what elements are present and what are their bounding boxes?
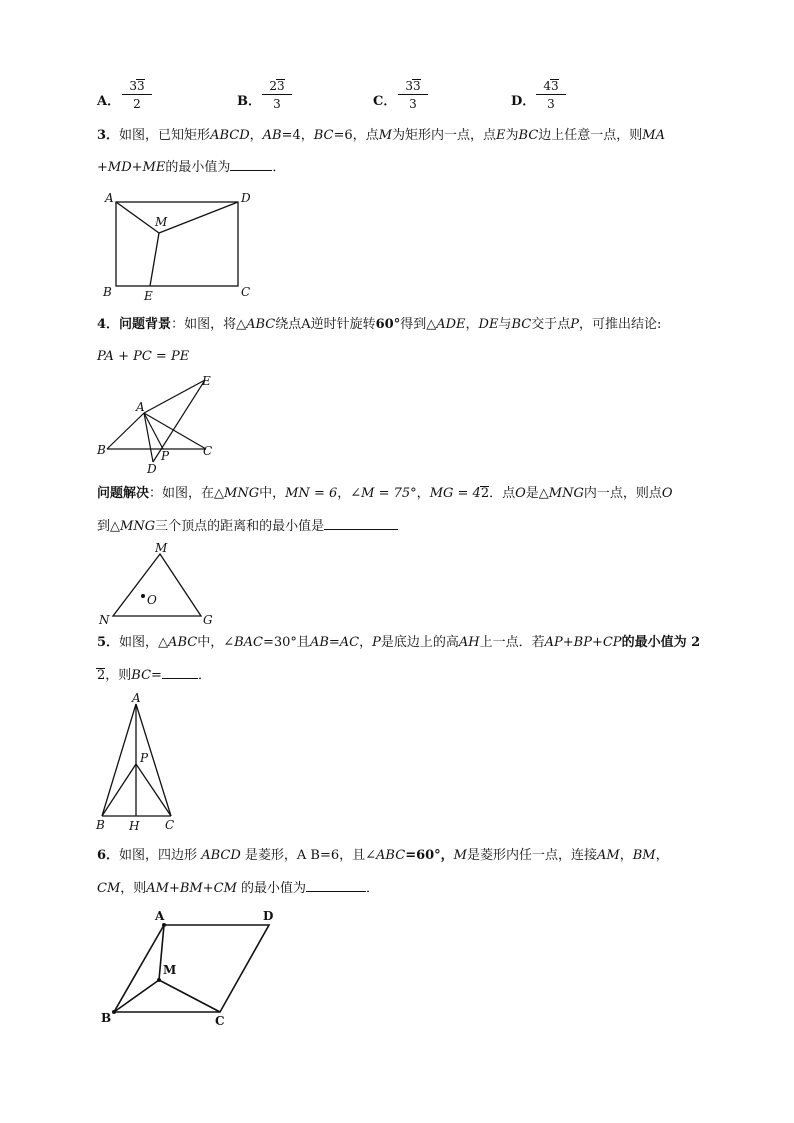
choice-label: B．	[237, 94, 261, 109]
choice-fraction: $\frac{43}{3}$	[536, 78, 566, 111]
q4-answer-blank[interactable]	[324, 517, 398, 530]
q4-solve-line1: 问题解决：如图，在△MNG中，MN = 6，∠M = 75°，MG = 42．点O是△MNG内一点，则点O	[97, 486, 673, 501]
q4-text-line1: 4．问题背景：如图，将△ABC绕点A逆时针旋转60°得到△ADE，DE与BC交于点P，可推出结论:	[97, 317, 662, 332]
label-a: A	[136, 400, 145, 414]
label-p: P	[161, 449, 170, 463]
answer-choices	[97, 78, 697, 118]
q3-text-line1: 3．如图，已知矩形ABCD，AB=4，BC=6，点M为矩形内一点，点E为BC边上任意一点，则MA	[97, 128, 665, 143]
choice-label: A．	[97, 94, 121, 109]
q6-answer-blank[interactable]	[306, 879, 366, 892]
choice-fraction: $\frac{33}{3}$	[398, 78, 428, 111]
label-a: A	[155, 909, 165, 923]
label-o: O	[147, 593, 157, 607]
q6-rhombus-figure	[95, 905, 285, 1030]
q3-answer-blank[interactable]	[230, 158, 272, 171]
q5-text-line1: 5．如图，△ABC中，∠BAC=30°且AB=AC，P是底边上的高AH上一点．若AP+BP+CP的最小值为 2	[97, 635, 701, 650]
q3-text-line2: +MD+ME的最小值为 ．	[97, 160, 286, 175]
label-m: M	[155, 215, 168, 229]
label-m: M	[155, 541, 168, 555]
label-e: E	[144, 289, 153, 303]
label-b: B	[101, 1011, 112, 1025]
q4-solve-line2: 到△MNG三个顶点的距离和的最小值是	[97, 517, 697, 536]
label-a: A	[105, 191, 114, 205]
label-b: B	[103, 285, 112, 299]
label-c: C	[241, 285, 251, 299]
q5-answer-blank[interactable]	[162, 666, 198, 679]
q3-rectangle-figure	[100, 190, 260, 302]
q6-text-line2: CM，则AM+BM+CM 的最小值为 ．	[97, 881, 380, 896]
choice-fraction: $\frac{33}{2}$	[122, 78, 152, 111]
q6-text-line1: 6．如图，四边形 ABCD 是菱形，A B=6，且∠ABC=60°，M是菱形内任一点，连接AM，BM，	[97, 848, 669, 863]
label-e: E	[202, 374, 211, 388]
label-p: P	[140, 751, 149, 765]
label-a: A	[132, 691, 141, 705]
label-n: N	[99, 613, 110, 627]
choice-label: D．	[511, 94, 536, 109]
q5-isosceles-figure	[93, 690, 183, 835]
q4-conclusion: PA + PC = PE	[97, 349, 190, 364]
choice-fraction: $\frac{23}{3}$	[262, 78, 292, 111]
label-m: M	[163, 963, 177, 977]
label-c: C	[203, 444, 213, 458]
label-b: B	[97, 443, 106, 457]
label-b: B	[96, 818, 105, 832]
q4-triangle-mng-figure	[95, 540, 220, 628]
label-g: G	[203, 613, 213, 627]
label-d: D	[241, 191, 251, 205]
label-c: C	[165, 818, 175, 832]
label-d: D	[147, 462, 157, 476]
choice-label: C．	[373, 94, 397, 109]
label-h: H	[129, 819, 140, 833]
q5-text-line2: 2，则BC= ．	[97, 668, 211, 683]
q4-rotation-figure	[95, 370, 220, 478]
label-d: D	[263, 909, 274, 923]
label-c: C	[215, 1014, 225, 1028]
